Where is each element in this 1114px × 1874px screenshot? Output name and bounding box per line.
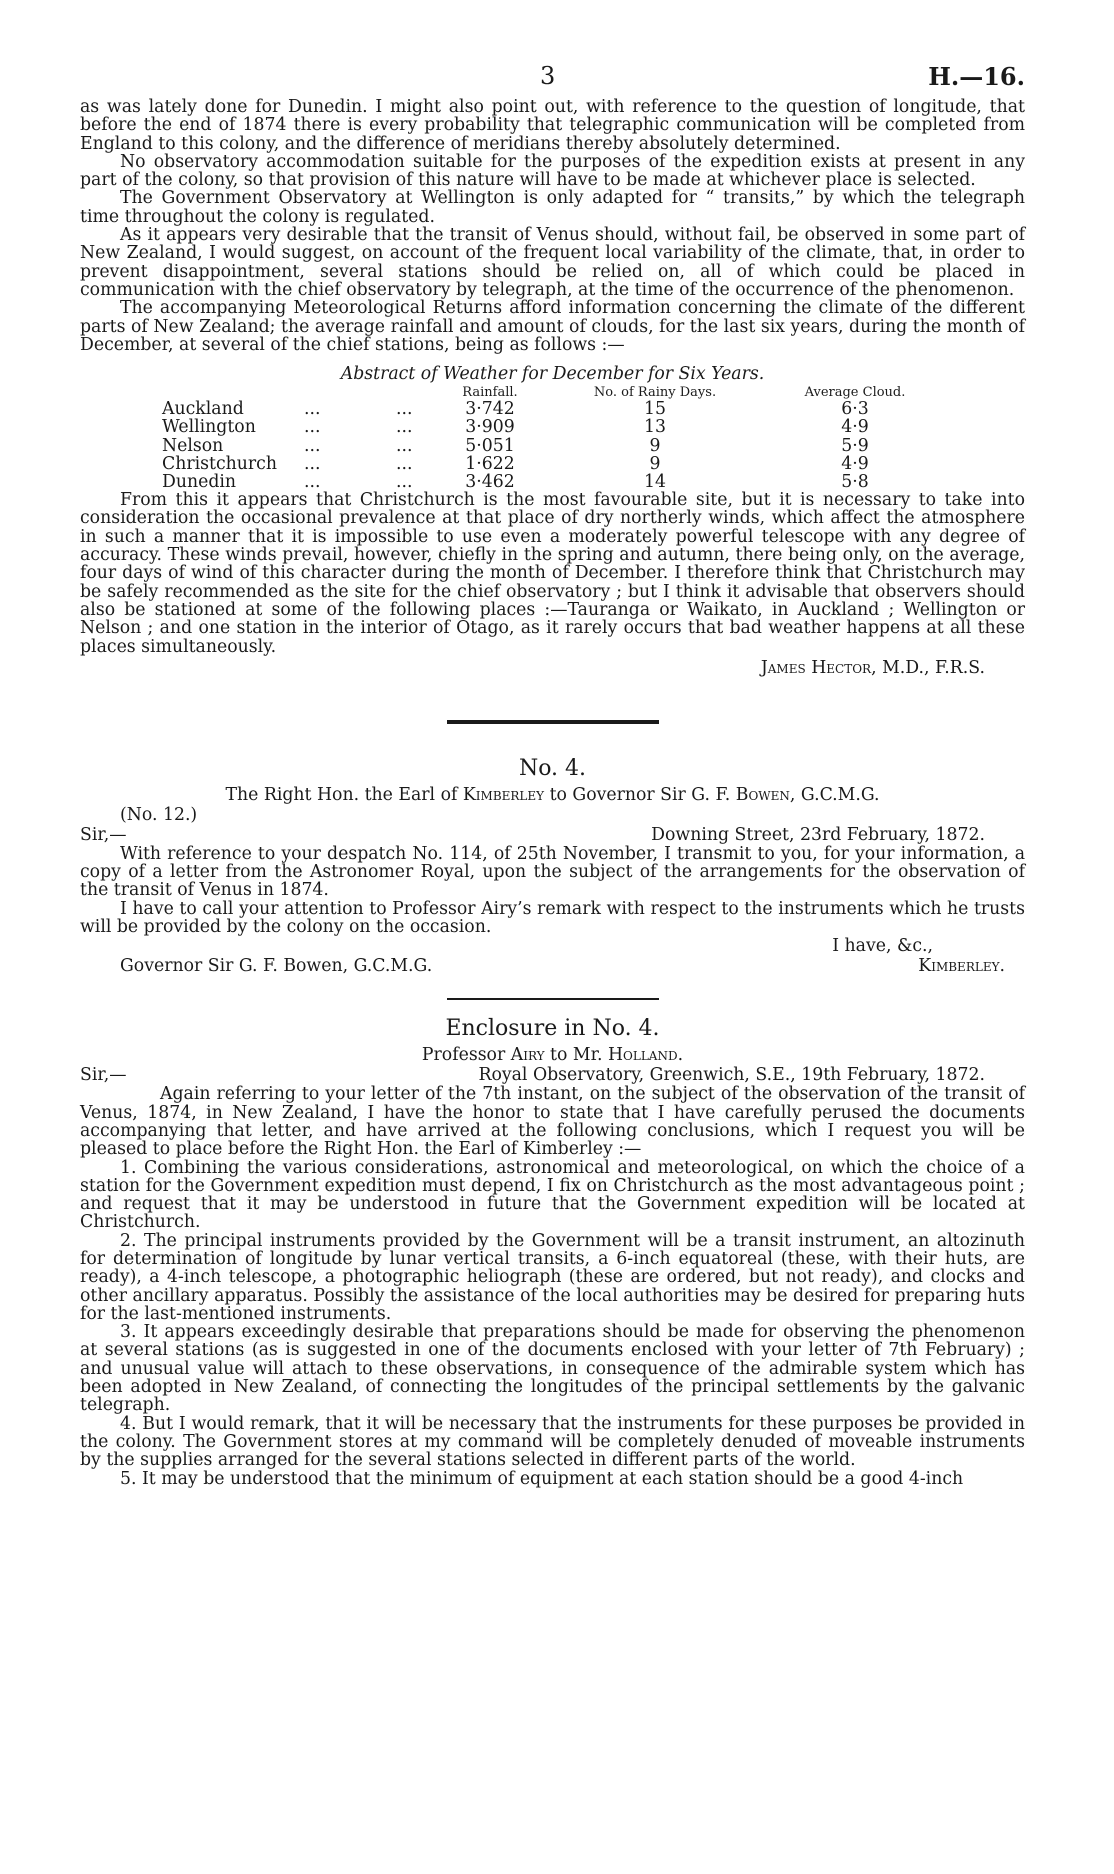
header-average-cloud: Average Cloud.: [804, 385, 906, 401]
rainy-days-value: 14: [644, 471, 666, 492]
leader-dots: ...: [304, 435, 321, 456]
header-rainy-days: No. of Rainy Days.: [593, 385, 717, 401]
no4-heading-part: , G.C.M.G.: [789, 784, 880, 805]
station-name: Wellington: [162, 417, 256, 438]
leader-dots: ...: [304, 471, 321, 492]
no4-heading-part: The Right Hon. the Earl of: [225, 784, 458, 805]
station-name: Dunedin: [162, 471, 237, 492]
rainy-days-value: 15: [644, 399, 666, 420]
no4-signoff-row: [80, 956, 1025, 976]
intro-paragraph-1: as was lately done for Dunedin. I might also point out, with reference to the question of longitude, that before the end of 1874 there is every probability that telegraphic communication will be completed from England to this colony, and the difference of meridians thereby absolutely determined.: [80, 97, 1025, 154]
signature-hector: James Hector, M.D., F.R.S.: [760, 657, 985, 678]
enclosure-holland-name: Holland.: [607, 1045, 684, 1066]
intro-paragraph-4: As it appears very desirable that the transit of Venus should, without fail, be observed in some part of New Zealand, I would suggest, on account of the frequent local variability of the climate, that, in order to prevent disappointment, several stations should be relied on, all of which could be placed in communication with the chief observatory by telegraph, at the time of the occurrence of the phenomenon.: [80, 225, 1025, 300]
no4-salutation-row: [80, 825, 1025, 845]
no4-addressee: Governor Sir G. F. Bowen, G.C.M.G.: [120, 956, 433, 977]
leader-dots: ...: [396, 399, 413, 420]
enclosure-paragraph-intro: Again referring to your letter of the 7th instant, on the subject of the observation of the transit of Venus, 1874, in New Zealand, I have the honor to state that I have carefully perused the documents accompanying that letter, and have arrived at the following conclusions, which I request you will be pleased to place before the Right Hon. the Earl of Kimberley :—: [80, 1084, 1025, 1160]
enclosure-paragraph-3: 3. It appears exceedingly desirable that preparations should be made for observing the phenomenon at several stations (as is suggested in one of the documents enclosed with your letter of 7th February) ; and unusual value will attach to these observations, in consequence of the admirable system which has been adopted in New Zealand, of connecting the longitudes of the principal settlements by the galvanic telegraph.: [80, 1322, 1025, 1416]
rainy-days-value: 9: [649, 453, 661, 474]
station-name: Nelson: [162, 435, 224, 456]
cloud-value: 4·9: [841, 417, 869, 438]
enclosure-address: Royal Observatory, Greenwich, S.E., 19th February, 1872.: [478, 1065, 985, 1086]
section-divider: [447, 998, 659, 1000]
enclosure-paragraph-2: 2. The principal instruments provided by the Government will be a transit instrument, an altozinuth for determination of longitude by lunar vertical transits, a 6-inch equatoreal (these, with their huts, are ready), a 4-inch telescope, a photographic heliograph (these are ordered, but not ready), and clocks and other ancillary apparatus. Possibly the assistance of the local authorities may be desired for preparing huts for the last-mentioned instruments.: [80, 1230, 1025, 1324]
enclosure-salutation: Sir,—: [80, 1065, 127, 1086]
section-divider: [447, 720, 659, 724]
leader-dots: ...: [396, 471, 413, 492]
page-header: [80, 62, 1025, 98]
station-name: Christchurch: [162, 453, 277, 474]
no4-paragraph-2: I have to call your attention to Professor Airy’s remark with respect to the instruments which he trusts will be provided by the colony on the occasion.: [80, 898, 1025, 938]
leader-dots: ...: [396, 453, 413, 474]
no4-earl-name: Kimberley: [462, 784, 545, 805]
leader-dots: ...: [396, 435, 413, 456]
weather-table-header: [162, 386, 940, 400]
header-rainfall: Rainfall.: [462, 385, 518, 401]
table-row: [162, 437, 940, 455]
no4-despatch-number: (No. 12.): [120, 804, 198, 825]
page-number: 3: [540, 62, 556, 90]
no4-bowen-name: Bowen: [735, 784, 790, 805]
rainfall-value: 3·742: [465, 399, 515, 420]
enclosure-salutation-row: [80, 1065, 1025, 1085]
conclusion-paragraph: From this it appears that Christchurch is the most favourable site, but it is necessary to take into consideration the occasional prevalence at that place of dry northerly winds, which affect the atmosphere in such a manner that it is impossible to use even a moderately powerful telescope with any degree of accuracy. These winds prevail, however, chiefly in the spring and autumn, there being only, on the average, four days of wind of this character during the month of December. I therefore think that Christchurch may be safely recommended as the site for the chief observatory ; but I think it advisable that observers should also be stationed at some of the following places :—Tauranga or Waikato, in Auckland ; Wellington or Nelson ; and one station in the interior of Otago, as it rarely occurs that bad weather happens at all these places simultaneously.: [80, 490, 1025, 657]
cloud-value: 6·3: [841, 399, 869, 420]
enclosure-heading: [80, 1045, 1025, 1065]
rainfall-value: 1·622: [465, 453, 515, 474]
no4-signer: Kimberley.: [918, 956, 1005, 977]
enclosure-heading-part: to Mr.: [550, 1045, 603, 1066]
no4-salutation: Sir,—: [80, 824, 127, 845]
cloud-value: 5·9: [841, 435, 869, 456]
leader-dots: ...: [304, 399, 321, 420]
leader-dots: ...: [304, 453, 321, 474]
leader-dots: ...: [396, 417, 413, 438]
intro-paragraph-5: The accompanying Meteorological Returns afford information concerning the climate of the different parts of New Zealand; the average rainfall and amount of clouds, for the last six years, during the month of December, at several of the chief stations, being as follows :—: [80, 298, 1025, 355]
rainfall-value: 3·462: [465, 471, 515, 492]
enclosure-airy-name: Airy: [510, 1045, 545, 1066]
cloud-value: 4·9: [841, 453, 869, 474]
leader-dots: ...: [304, 417, 321, 438]
rainy-days-value: 9: [649, 435, 661, 456]
rainfall-value: 3·909: [465, 417, 515, 438]
no4-heading: [80, 785, 1025, 805]
table-row: [162, 455, 940, 473]
no4-heading-part: to Governor Sir G. F.: [549, 784, 731, 805]
enclosure-paragraph-4: 4. But I would remark, that it will be necessary that the instruments for these purposes be provided in the colony. The Government stores at my command will be completely denuded of moveable instruments by the supplies arranged for the several stations selected in different parts of the world.: [80, 1413, 1025, 1471]
no4-paragraph-1: With reference to your despatch No. 114, of 25th November, I transmit to you, for your information, a copy of a letter from the Astronomer Royal, upon the subject of the arrangements for the observation of the transit of Venus in 1874.: [80, 843, 1025, 901]
enclosure-title: Enclosure in No. 4.: [445, 1016, 660, 1042]
no4-address: Downing Street, 23rd February, 1872.: [651, 824, 985, 845]
rainfall-value: 5·051: [465, 435, 515, 456]
table-row: [162, 400, 940, 418]
weather-table: [162, 386, 940, 491]
intro-paragraph-2: No observatory accommodation suitable for the purposes of the expedition exists at present in any part of the colony, so that provision of this nature will have to be made at whichever place is selected.: [80, 151, 1025, 191]
document-reference: H.—16.: [928, 62, 1025, 91]
enclosure-heading-part: Professor: [421, 1045, 506, 1066]
enclosure-paragraph-5: 5. It may be understood that the minimum of equipment at each station should be a good 4-inch: [120, 1468, 964, 1489]
station-name: Auckland: [162, 399, 244, 420]
document-page: [80, 62, 1025, 1488]
intro-paragraph-3: The Government Observatory at Wellington is only adapted for “ transits,” by which the telegraph time throughout the colony is regulated.: [80, 188, 1025, 227]
table-row: [162, 473, 940, 491]
no4-title: No. 4.: [518, 755, 587, 781]
no4-closing: I have, &c.,: [832, 936, 933, 957]
table-row: [162, 418, 940, 436]
enclosure-paragraph-1: 1. Combining the various considerations, astronomical and meteorological, on which the choice of a station for the Government expedition must depend, I fix on Christchurch as the most advantageous point ; and request that it may be understood in future that the Government expedition will be located at Christchurch.: [80, 1157, 1025, 1233]
weather-table-caption: Abstract of Weather for December for Six Years.: [340, 364, 765, 385]
no4-closing-row: [80, 936, 1025, 956]
rainy-days-value: 13: [644, 417, 666, 438]
cloud-value: 5·8: [841, 471, 869, 492]
